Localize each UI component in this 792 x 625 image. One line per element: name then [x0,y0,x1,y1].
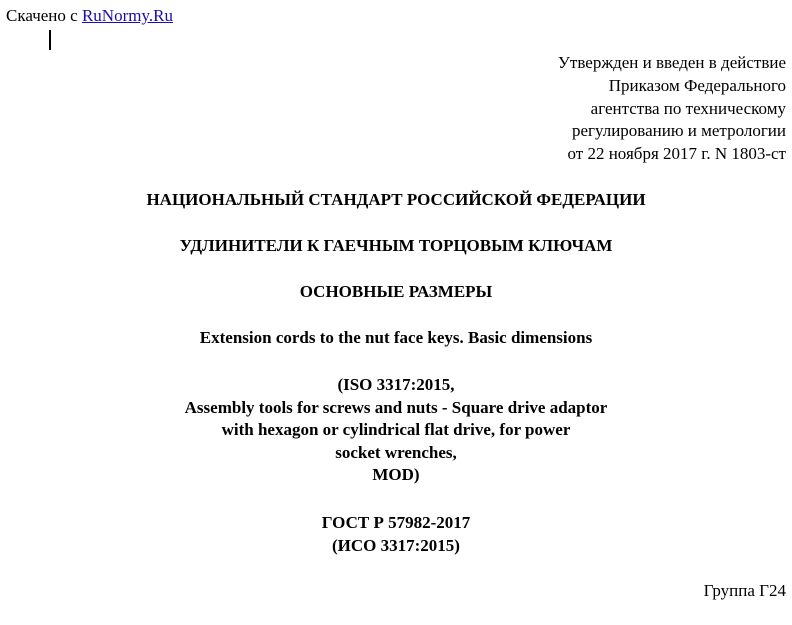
text-cursor [49,30,51,50]
classification-group: Группа Г24 [703,581,786,600]
iso-code-line: (ИСО 3317:2015) [332,535,460,555]
iso-reference-line: Assembly tools for screws and nuts - Square drive adaptor [184,397,608,417]
document-subtitle-ru: ОСНОВНЫЕ РАЗМЕРЫ [299,282,493,301]
approval-line: агентства по техническому [590,98,786,118]
approval-block [558,52,786,166]
document-title-ru: УДЛИНИТЕЛИ К ГАЕЧНЫМ ТОРЦОВЫМ КЛЮЧАМ [179,236,613,255]
document-title-en: Extension cords to the nut face keys. Basic dimensions [199,328,593,347]
approval-line: от 22 ноября 2017 г. N 1803-ст [567,144,786,163]
standard-name: НАЦИОНАЛЬНЫЙ СТАНДАРТ РОССИЙСКОЙ ФЕДЕРАЦИИ [146,190,646,209]
gost-code [0,512,792,557]
iso-reference-line: with hexagon or cylindrical flat drive, for power [221,420,571,440]
iso-reference-line: (ISO 3317:2015, [337,375,455,394]
approval-line: Приказом Федерального [608,75,786,95]
approval-line: регулированию и метрологии [571,121,786,141]
source-link[interactable]: RuNormy.Ru [81,6,173,25]
iso-reference-line: MOD) [372,465,420,485]
iso-reference [0,374,792,487]
iso-reference-line: socket wrenches, [335,442,457,462]
approval-line: Утвержден и введен в действие [557,53,786,72]
source-line [6,6,173,26]
gost-code-line: ГОСТ Р 57982-2017 [321,513,471,532]
source-prefix: Скачено с [6,6,78,25]
